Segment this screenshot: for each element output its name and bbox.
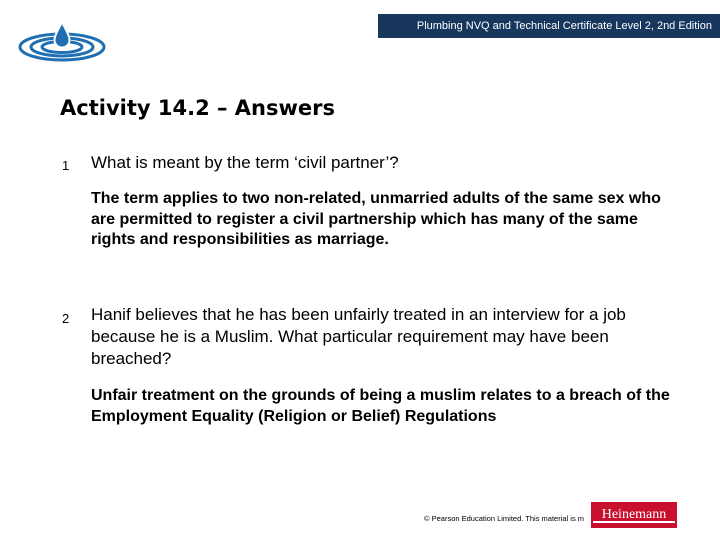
water-drop-ripple-icon — [18, 20, 110, 66]
question-number: 2 — [62, 311, 70, 326]
copyright-notice: © Pearson Education Limited. This material is m — [424, 514, 585, 523]
publisher-logo-text: Heinemann — [601, 507, 667, 522]
answer-text: Unfair treatment on the grounds of being a muslim relates to a breach of the Employment Equality (Religion or Belief) Regulations — [91, 387, 670, 425]
publisher-logo — [591, 502, 677, 528]
header-band: Plumbing NVQ and Technical Certificate Level 2, 2nd Edition — [378, 14, 720, 38]
question-text: Hanif believes that he has been unfairly treated in an interview for a job because he is a Muslim. What particular requirement may have been breached? — [91, 305, 626, 368]
question-number: 1 — [62, 158, 70, 173]
answer-text: The term applies to two non-related, unmarried adults of the same sex who are permitted to register a civil partnership which has many of the same rights and responsibilities as marriage. — [91, 190, 661, 248]
question-text: What is meant by the term ‘civil partner’? — [91, 153, 399, 172]
page-title: Activity 14.2 – Answers — [60, 96, 335, 120]
